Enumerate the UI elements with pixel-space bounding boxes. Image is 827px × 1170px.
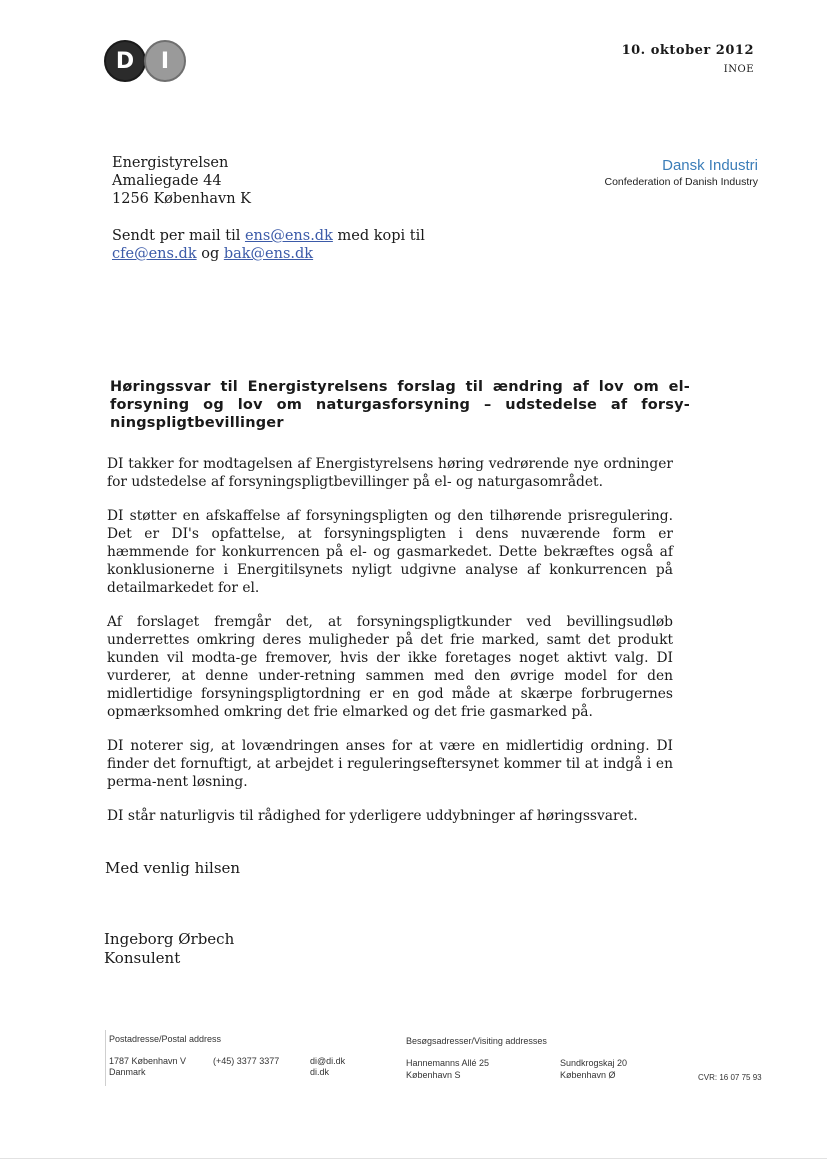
footer-cvr: CVR: 16 07 75 93 xyxy=(698,1073,762,1082)
page-bottom-rule xyxy=(0,1158,827,1159)
letter-date-block xyxy=(622,43,754,75)
logo-i-circle: I xyxy=(144,40,186,82)
body-paragraph-3: Af forslaget fremgår det, at forsyningspligtkunder ved bevillingsudløb underrettes omkring deres muligheder på det frie marked, samt det produkt kunden vil modta-ge fremover, hvis der ikke foretages noget aktivt valg. DI vurderer, at denne under-retning sammen med den øvrige model for den midlertidige forsyningspligtordning er en god måde at skærpe forbrugernes opmærksomhed omkring det frie elmarked og det frie gasmarked på. xyxy=(107,614,673,720)
sent-middle: med kopi til xyxy=(332,228,425,244)
recipient-line-1: Energistyrelsen xyxy=(112,155,229,171)
footer-postal-line-2: Danmark xyxy=(109,1067,146,1077)
footer-email[interactable]: di@di.dk xyxy=(310,1056,346,1066)
email-link-ens[interactable]: ens@ens.dk xyxy=(244,228,333,244)
footer-divider xyxy=(105,1030,106,1086)
signatory-name: Ingeborg Ørbech xyxy=(104,930,235,948)
signatory-role: Konsulent xyxy=(104,949,181,967)
sent-og: og xyxy=(196,246,224,262)
logo-d-circle: D xyxy=(104,40,146,82)
body-paragraph-5: DI står naturligvis til rådighed for yderligere uddybninger af høringssvaret. xyxy=(107,808,638,824)
sender-initials: INOE xyxy=(723,64,754,75)
body-paragraph-4: DI noterer sig, at lovændringen anses for at være en midlertidig ordning. DI finder det fornuftigt, at arbejdet i reguleringseftersynet kommer til at indgå i en perma-nent løsning. xyxy=(107,738,673,790)
brand-tagline: Confederation of Danish Industry xyxy=(604,176,758,188)
letter-date: 10. oktober 2012 xyxy=(621,43,754,58)
sent-by-mail xyxy=(112,227,425,263)
recipient-line-2: Amaliegade 44 xyxy=(112,173,222,189)
sent-prefix: Sendt per mail til xyxy=(112,228,245,244)
letter-body xyxy=(107,455,673,841)
document-title: Høringssvar til Energistyrelsens forslag til ændring af lov om el-forsyning og lov om naturgasforsyning – udstedelse af forsy-ningspligtbevillinger xyxy=(110,379,690,431)
footer-postal-line-1: 1787 København V xyxy=(109,1056,187,1066)
footer-visit2-line-2: København Ø xyxy=(560,1070,616,1080)
di-logo xyxy=(104,40,188,82)
email-link-bak[interactable]: bak@ens.dk xyxy=(223,246,314,262)
signature-block xyxy=(104,930,234,968)
brand-name: Dansk Industri xyxy=(662,157,758,174)
footer-phone: (+45) 3377 3377 xyxy=(213,1056,280,1066)
footer-visit2-line-1: Sundkrogskaj 20 xyxy=(560,1058,628,1068)
footer-visit-label: Besøgsadresser/Visiting addresses xyxy=(406,1036,547,1046)
footer-web[interactable]: di.dk xyxy=(310,1067,330,1077)
brand-block xyxy=(604,157,758,188)
body-paragraph-1: DI takker for modtagelsen af Energistyrelsens høring vedrørende nye ordninger for udstedelse af forsyningspligtbevillinger på el- og naturgasområdet. xyxy=(107,456,673,490)
recipient-address xyxy=(112,154,251,208)
closing-greeting: Med venlig hilsen xyxy=(105,859,241,877)
footer-visit1-line-2: København S xyxy=(406,1070,461,1080)
body-paragraph-2: DI støtter en afskaffelse af forsyningspligten og den tilhørende prisregulering. Det er DI's opfattelse, at forsyningspligten i dens nuværende form er hæmmende for konkurrencen på el- og gasmarkedet. Dette bekræftes også af konklusionerne i Energitilsynets nyligt udgivne analyse af konkurrencen på detailmarkedet for el. xyxy=(107,508,673,596)
footer-visit1-line-1: Hannemanns Allé 25 xyxy=(406,1058,490,1068)
recipient-line-3: 1256 København K xyxy=(112,191,251,207)
footer-postal-label: Postadresse/Postal address xyxy=(109,1034,222,1044)
email-link-cfe[interactable]: cfe@ens.dk xyxy=(112,246,197,262)
